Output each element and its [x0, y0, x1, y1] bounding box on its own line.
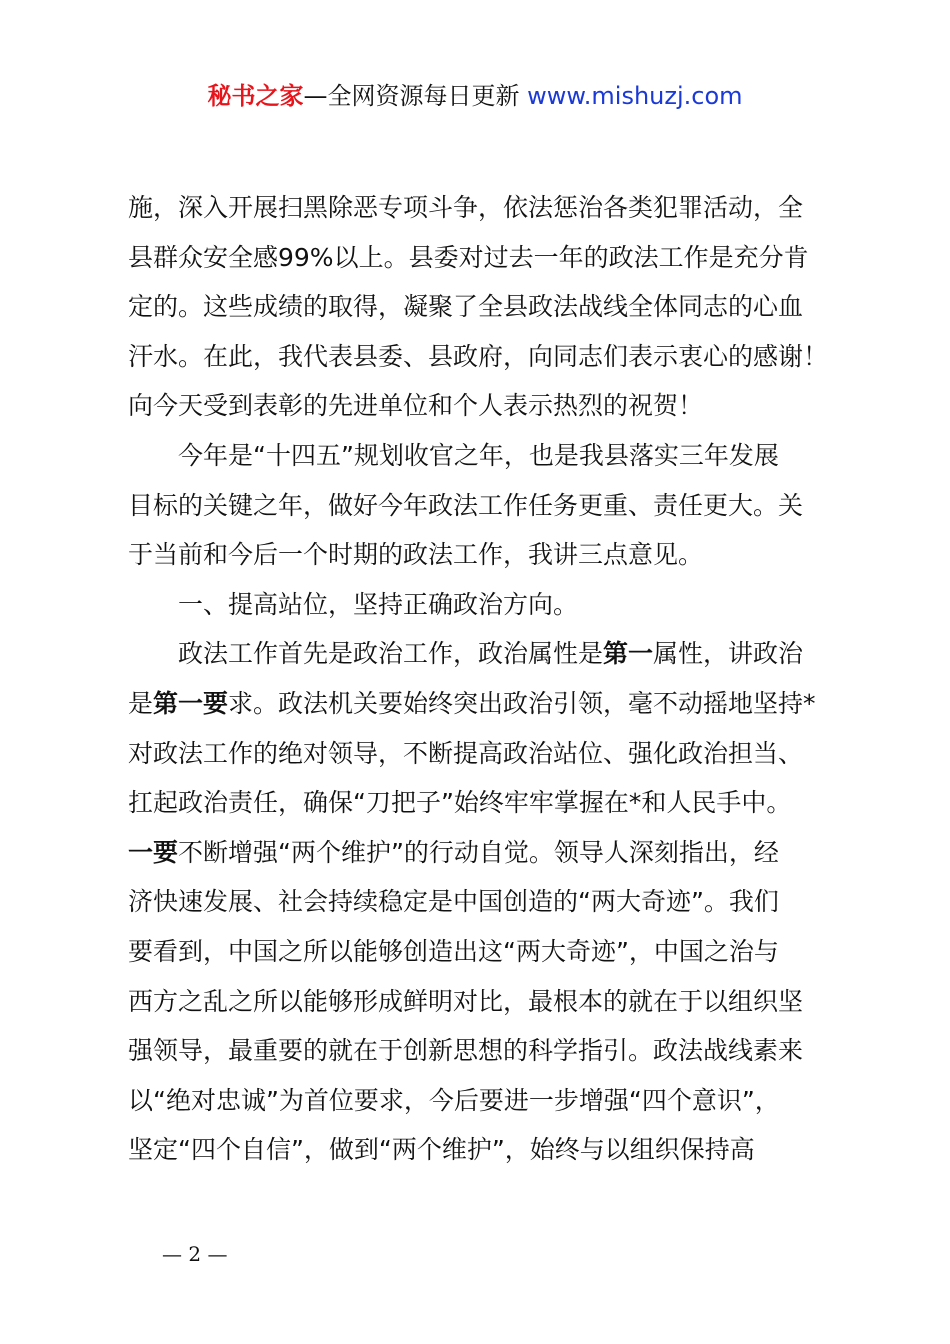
text-run: 是 [128, 688, 154, 718]
site-url-link[interactable]: www.mishuzj.com [527, 82, 743, 110]
body-line: 目标的关键之年，做好今年政法工作任务更重、责任更大。关 [128, 490, 804, 520]
body-line: 坚定“四个自信”，做到“两个维护”，始终与以组织保持高 [128, 1135, 755, 1165]
text-run: 不断增强“两个维护”的行动自觉。领导人深刻指出，经 [178, 837, 779, 867]
body-line: 济快速发展、社会持续稳定是中国创造的“两大奇迹”。我们 [128, 887, 779, 917]
body-line: 西方之乱之所以能够形成鲜明对比，最根本的就在于以组织坚 [128, 986, 804, 1016]
paragraph-start-line: 今年是“十四五”规划收官之年，也是我县落实三年发展 [178, 440, 779, 470]
body-line: 县群众安全感99%以上。县委对过去一年的政法工作是充分肯 [128, 242, 809, 272]
body-line: 汗水。在此，我代表县委、县政府，向同志们表示衷心的感谢！ [128, 341, 829, 371]
bold-text-run: 第一要 [153, 688, 229, 718]
document-body [128, 183, 836, 1175]
body-line: 对政法工作的绝对领导，不断提高政治站位、强化政治担当、 [128, 738, 804, 768]
section-heading: 一、提高站位，坚持正确政治方向。 [178, 589, 579, 619]
body-line [128, 679, 836, 729]
text-run: 属性，讲政治 [653, 639, 804, 669]
site-header [0, 78, 950, 114]
text-run: 求。政法机关要始终突出政治引领，毫不动摇地坚持* [228, 688, 816, 718]
body-line: 定的。这些成绩的取得，凝聚了全县政法战线全体同志的心血 [128, 292, 804, 322]
body-line: 扛起政治责任，确保“刀把子”始终牢牢掌握在*和人民手中。 [128, 788, 792, 818]
brand-name: 秘书之家 [207, 82, 304, 110]
body-line: 强领导，最重要的就在于创新思想的科学指引。政法战线素来 [128, 1036, 804, 1066]
page-number: — 2 — [162, 1242, 228, 1266]
bold-text-run: 第一 [603, 639, 654, 669]
text-run: 政法工作首先是政治工作，政治属性是 [178, 639, 604, 669]
header-slogan: —全网资源每日更新 [303, 82, 528, 110]
paragraph-start-line [128, 629, 836, 679]
body-line: 以“绝对忠诚”为首位要求，今后要进一步增强“四个意识”， [128, 1085, 780, 1115]
body-line: 施，深入开展扫黑除恶专项斗争，依法惩治各类犯罪活动，全 [128, 193, 804, 222]
bold-text-run: 一要 [128, 837, 179, 867]
body-line: 要看到，中国之所以能够创造出这“两大奇迹”，中国之治与 [128, 936, 779, 966]
body-line: 向今天受到表彰的先进单位和个人表示热烈的祝贺！ [128, 391, 704, 421]
body-line [128, 828, 836, 878]
body-line: 于当前和今后一个时期的政法工作，我讲三点意见。 [128, 540, 704, 570]
